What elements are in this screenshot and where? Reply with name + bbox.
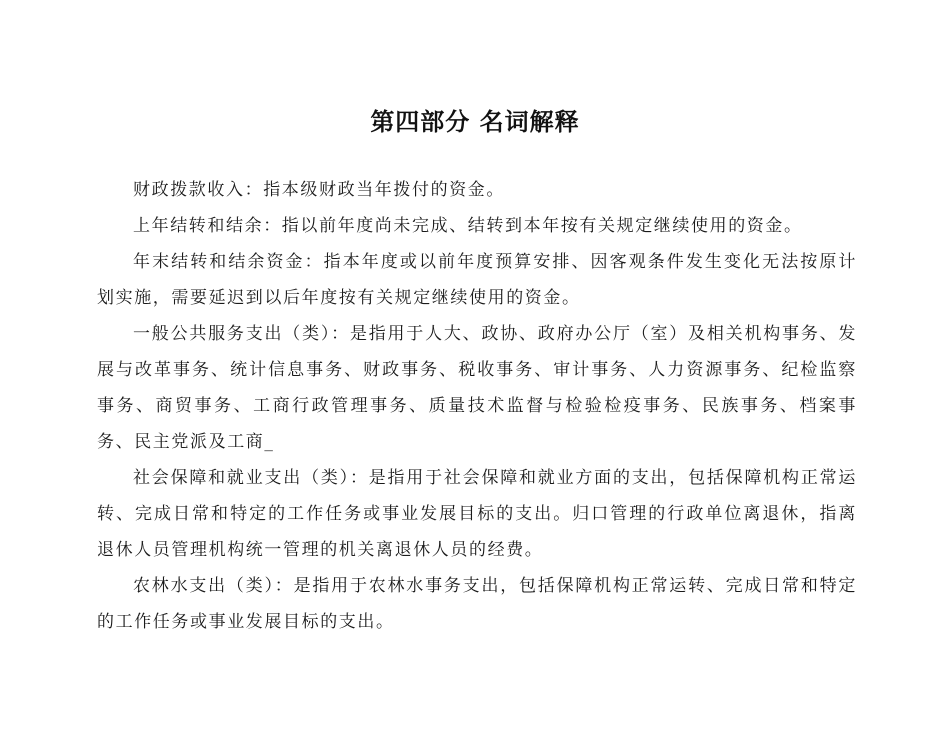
document-body	[97, 172, 857, 640]
paragraph-general-public-services: 一般公共服务支出（类）：是指用于人大、政协、政府办公厅（室）及相关机构事务、发展与改革事务、统计信息事务、财政事务、税收事务、审计事务、人力资源事务、纪检监察事务、商贸事务、工商行政管理事务、质量技术监督与检验检疫事务、民族事务、档案事务、民主党派及工商_	[97, 324, 857, 452]
paragraph-year-end-carryover-funds: 年末结转和结余资金：指本年度或以前年度预算安排、因客观条件发生变化无法按原计划实施，需要延迟到以后年度按有关规定继续使用的资金。	[97, 252, 857, 308]
paragraph-prior-year-carryover: 上年结转和结余：指以前年度尚未完成、结转到本年按有关规定继续使用的资金。	[133, 216, 803, 236]
page-title: 第四部分 名词解释	[370, 108, 580, 136]
paragraph-agriculture-forestry-water: 农林水支出（类）：是指用于农林水事务支出，包括保障机构正常运转、完成日常和特定的工作任务或事业发展目标的支出。	[97, 576, 857, 632]
paragraph-fiscal-appropriation-income: 财政拨款收入：指本级财政当年拨付的资金。	[133, 180, 505, 200]
paragraph-social-security-employment: 社会保障和就业支出（类）：是指用于社会保障和就业方面的支出，包括保障机构正常运转、完成日常和特定的工作任务或事业发展目标的支出。归口管理的行政单位离退休，指离退休人员管理机构统一管理的机关离退休人员的经费。	[97, 468, 857, 560]
